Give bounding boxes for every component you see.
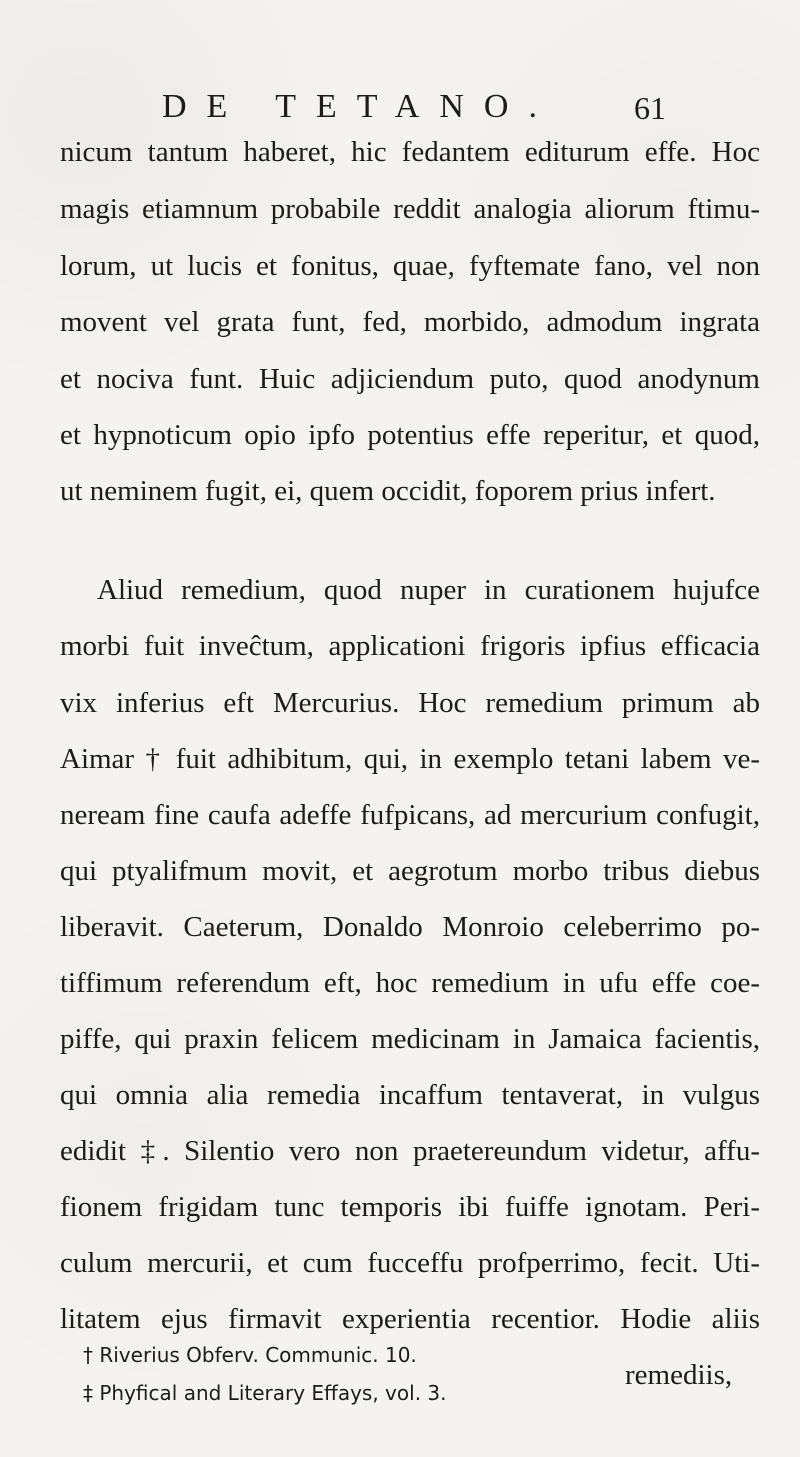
body-line-12: neream fine caufa adeffe fufpicans, ad mercurium confugit, (60, 799, 760, 831)
body-line-2: magis etiamnum probabile reddit analogia aliorum ftimu- (60, 193, 760, 225)
body-line-18: edidit ‡. Silentio vero non praetereundum videtur, affu- (60, 1135, 760, 1167)
body-line-1: nicum tantum haberet, hic fedantem editurum effe. Hoc (60, 136, 760, 168)
body-line-11: Aimar † fuit adhibitum, qui, in exemplo tetani labem ve- (60, 743, 760, 775)
body-line-20: culum mercurii, et cum fucceffu profperrimo, fecit. Uti- (60, 1247, 760, 1279)
body-line-4: movent vel grata funt, fed, morbido, admodum ingrata (60, 306, 760, 338)
body-line-7: ut neminem fugit, ei, quem occidit, foporem prius infert. (60, 475, 716, 507)
body-line-16: piffe, qui praxin felicem medicinam in Jamaica facientis, (60, 1023, 760, 1055)
body-line-14: liberavit. Caeterum, Donaldo Monroio celeberrimo po- (60, 911, 760, 943)
running-title: DE TETANO. (162, 88, 557, 125)
body-line-10: vix inferius eft Mercurius. Hoc remedium primum ab (60, 687, 760, 719)
page-number: 61 (634, 90, 666, 126)
body-line-8: Aliud remedium, quod nuper in curationem hujufce (97, 574, 760, 606)
body-line-3: lorum, ut lucis et fonitus, quae, fyftemate fano, vel non (60, 250, 760, 282)
body-line-21: litatem ejus firmavit experientia recentior. Hodie aliis (60, 1303, 760, 1335)
body-line-19: fionem frigidam tunc temporis ibi fuiffe ignotam. Peri- (60, 1191, 760, 1223)
footnote-2: ‡ Phyfical and Literary Effays, vol. 3. (83, 1381, 447, 1405)
page-header (162, 88, 666, 138)
body-line-13: qui ptyalifmum movit, et aegrotum morbo tribus diebus (60, 855, 760, 887)
body-line-6: et hypnoticum opio ipfo potentius effe reperitur, et quod, (60, 419, 760, 451)
body-line-22: remediis, (625, 1359, 733, 1391)
footnote-1: † Riverius Obferv. Communic. 10. (83, 1343, 417, 1367)
body-line-9: morbi fuit inveĉtum, applicationi frigoris ipfius efficacia (60, 630, 760, 662)
body-line-15: tiffimum referendum eft, hoc remedium in ufu effe coe- (60, 967, 760, 999)
body-line-5: et nociva funt. Huic adjiciendum puto, quod anodynum (60, 363, 760, 395)
body-line-17: qui omnia alia remedia incaffum tentaverat, in vulgus (60, 1079, 760, 1111)
